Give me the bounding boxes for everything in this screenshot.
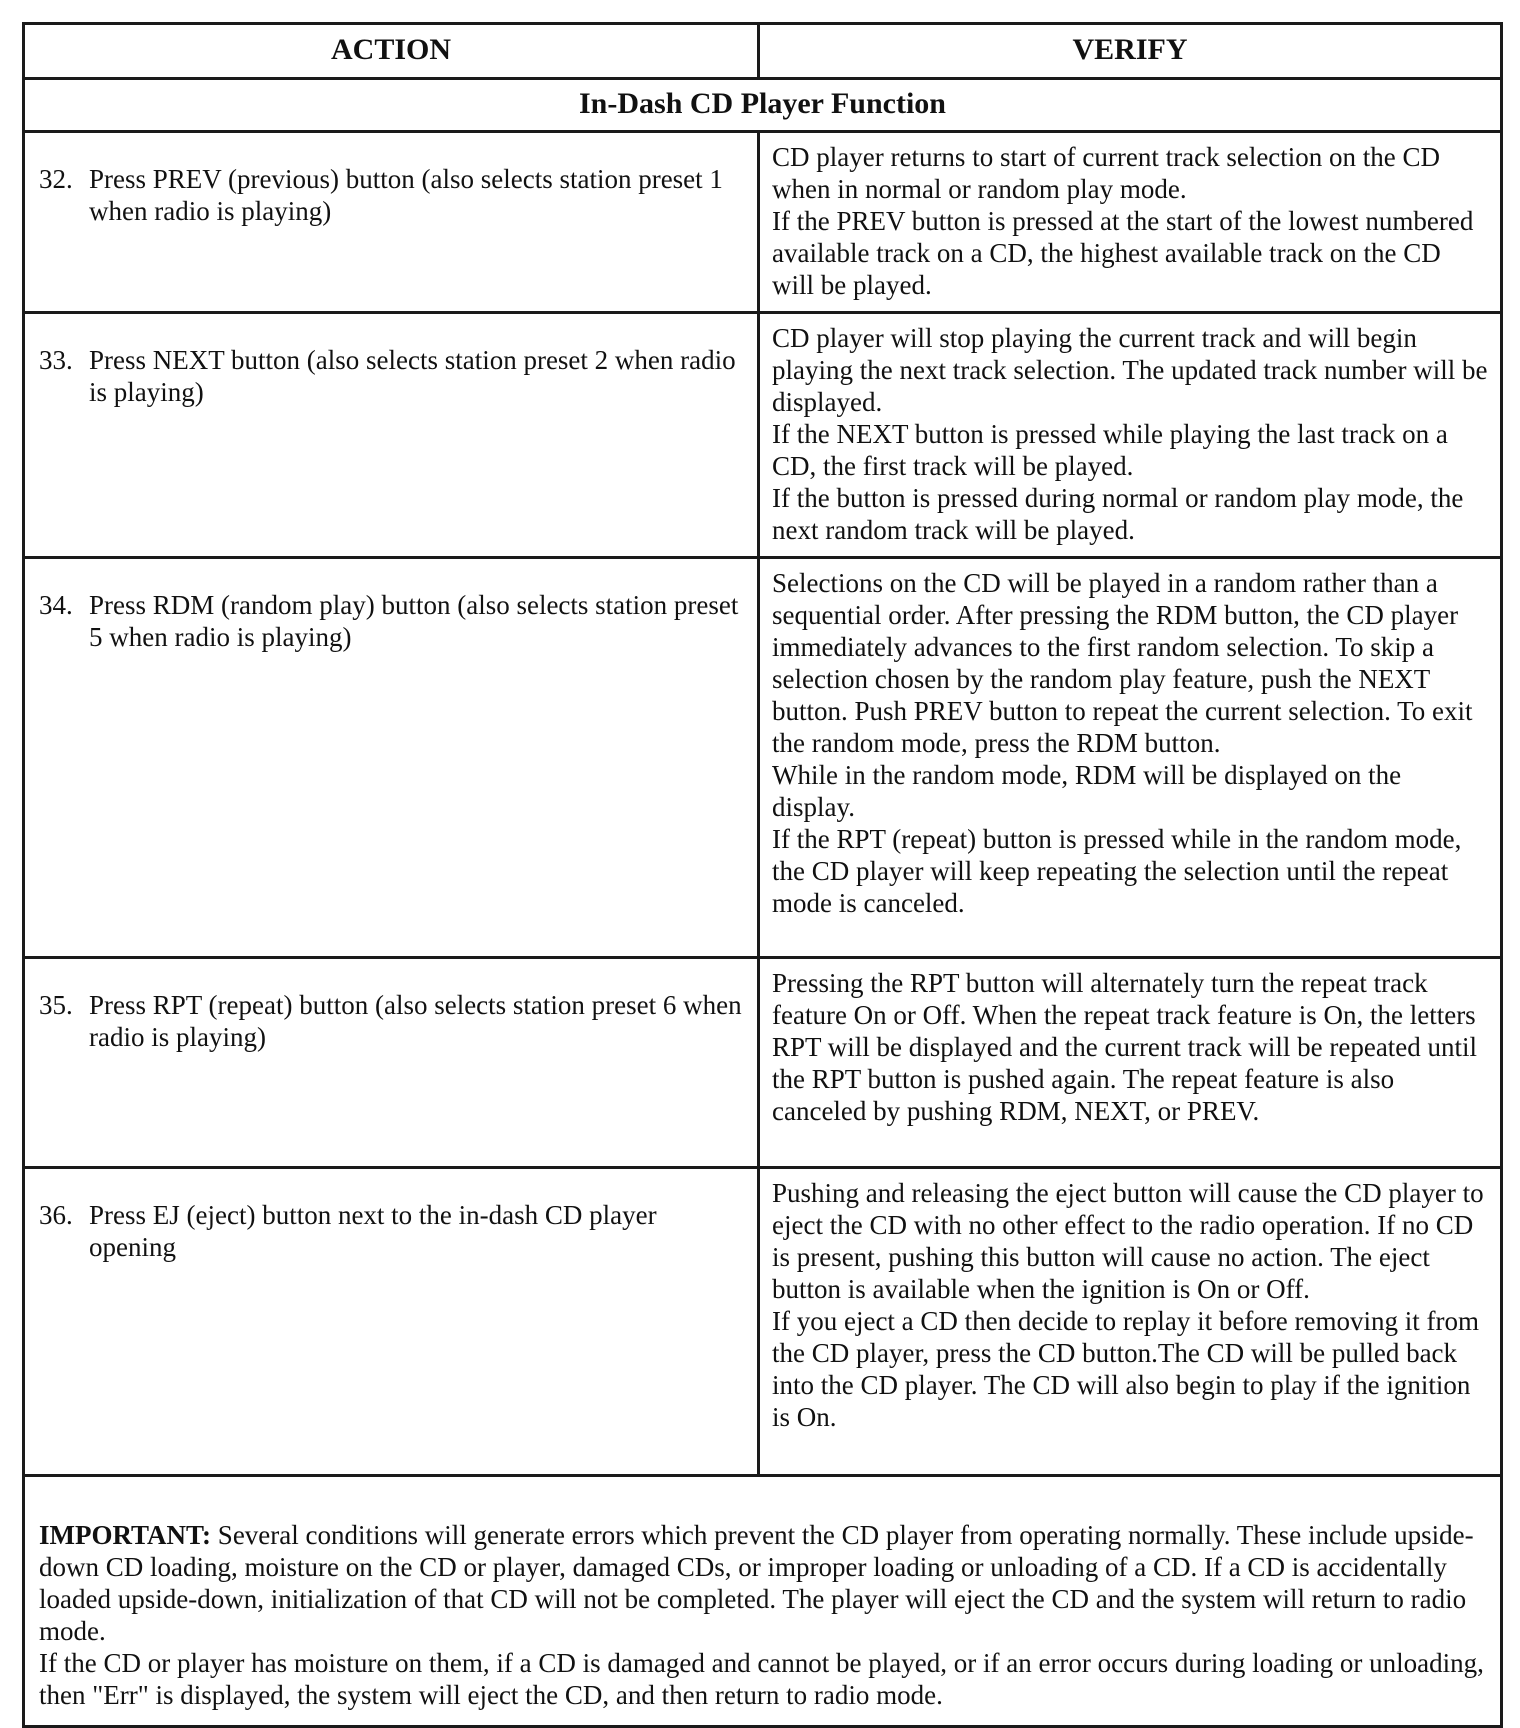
table-row bbox=[24, 958, 1502, 1168]
step-action-text: Press RPT (repeat) button (also selects station preset 6 when radio is playing) bbox=[89, 990, 742, 1052]
step-action-text: Press EJ (eject) button next to the in-dash CD player opening bbox=[89, 1200, 657, 1262]
verify-cell bbox=[759, 313, 1502, 558]
verify-cell bbox=[759, 558, 1502, 958]
table-row bbox=[24, 313, 1502, 558]
verify-text: Pressing the RPT button will alternately turn the repeat track feature On or Off. When the repeat track feature is On, the letters RPT will be displayed and the current track will be repeated until the RPT button is pushed again. The repeat feature is also canceled by pushing RDM, NEXT, or PREV. bbox=[772, 968, 1478, 1126]
verify-cell bbox=[759, 132, 1502, 313]
step-number: 32. bbox=[39, 164, 73, 194]
table-row bbox=[24, 558, 1502, 958]
verify-text: Pushing and releasing the eject button will cause the CD player to eject the CD with no other effect to the radio operation. If no CD is present, pushing this button will cause no action. The eject button is available when the ignition is On or Off. bbox=[772, 1178, 1484, 1304]
verify-text: CD player will stop playing the current track and will begin playing the next track selection. The updated track number will be displayed. bbox=[772, 323, 1488, 417]
verify-text: If the PREV button is pressed at the start of the lowest numbered available track on a CD, the highest available track on the CD will be played. bbox=[772, 206, 1474, 300]
section-title-row bbox=[24, 79, 1502, 132]
note-text: If the CD or player has moisture on them, if a CD is damaged and cannot be played, or if an error occurs during loading or unloading, then "Err" is displayed, the system will eject the CD, and then return to radio mode. bbox=[39, 1648, 1484, 1710]
action-cell bbox=[24, 313, 759, 558]
step-action-text: Press RDM (random play) button (also selects station preset 5 when radio is playing) bbox=[89, 590, 739, 652]
verify-cell bbox=[759, 958, 1502, 1168]
verify-text: CD player returns to start of current track selection on the CD when in normal or random play mode. bbox=[772, 142, 1441, 204]
verify-text: While in the random mode, RDM will be displayed on the display. bbox=[772, 760, 1402, 822]
verify-text: Selections on the CD will be played in a random rather than a sequential order. After pressing the RDM button, the CD player immediately advances to the first random selection. To skip a selection chosen by the random play feature, push the NEXT button. Push PREV button to repeat the current selection. To exit the random mode, press the RDM button. bbox=[772, 568, 1473, 758]
verify-text: If the RPT (repeat) button is pressed while in the random mode, the CD player will keep repeating the selection until the repeat mode is canceled. bbox=[772, 824, 1462, 918]
note-text: Several conditions will generate errors which prevent the CD player from operating normally. These include upside-down CD loading, moisture on the CD or player, damaged CDs, or improper loading or unloading of a CD. If a CD is accidentally loaded upside-down, initialization of that CD will not be completed. The player will eject the CD and the system will return to radio mode. bbox=[39, 1520, 1474, 1646]
important-label: IMPORTANT: bbox=[39, 1520, 212, 1550]
step-number: 36. bbox=[39, 1200, 73, 1230]
step-action-text: Press NEXT button (also selects station preset 2 when radio is playing) bbox=[89, 345, 736, 407]
table-header-row bbox=[24, 24, 1502, 79]
verify-column-header: VERIFY bbox=[759, 24, 1502, 79]
verify-text: If you eject a CD then decide to replay it before removing it from the CD player, press the CD button.The CD will be pulled back into the CD player. The CD will also begin to play if the ignition is On. bbox=[772, 1306, 1479, 1432]
action-cell bbox=[24, 1168, 759, 1476]
action-column-header: ACTION bbox=[24, 24, 759, 79]
verify-text: If the NEXT button is pressed while playing the last track on a CD, the first track will be played. bbox=[772, 419, 1448, 481]
table-row bbox=[24, 1168, 1502, 1476]
action-cell bbox=[24, 958, 759, 1168]
table-row bbox=[24, 132, 1502, 313]
verify-text: If the button is pressed during normal or random play mode, the next random track will be played. bbox=[772, 483, 1464, 545]
step-number: 34. bbox=[39, 590, 73, 620]
step-number: 33. bbox=[39, 345, 73, 375]
step-number: 35. bbox=[39, 990, 73, 1020]
important-note-row bbox=[24, 1476, 1502, 1727]
section-title: In-Dash CD Player Function bbox=[24, 79, 1502, 132]
action-cell bbox=[24, 558, 759, 958]
action-verify-table bbox=[22, 22, 1503, 1728]
important-note bbox=[24, 1476, 1502, 1727]
procedure-document bbox=[22, 22, 1500, 1728]
verify-cell bbox=[759, 1168, 1502, 1476]
step-action-text: Press PREV (previous) button (also selects station preset 1 when radio is playing) bbox=[89, 164, 723, 226]
action-cell bbox=[24, 132, 759, 313]
